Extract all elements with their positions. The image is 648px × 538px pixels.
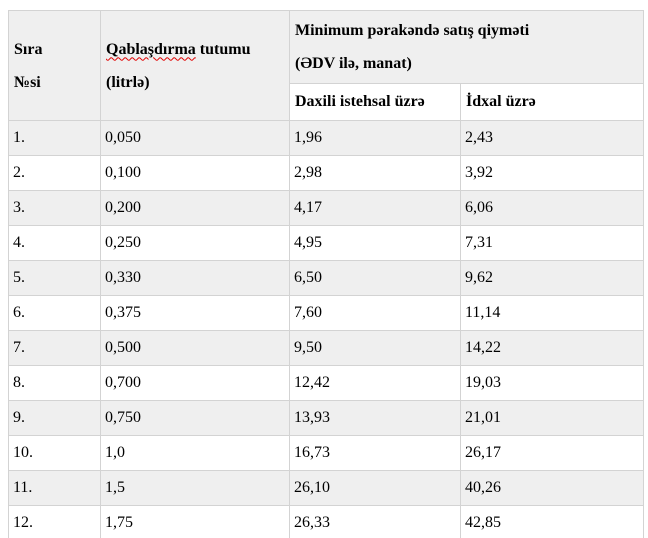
table-body bbox=[9, 121, 644, 538]
import-price-cell: 2,43 bbox=[461, 121, 644, 156]
table-row bbox=[9, 261, 644, 296]
domestic-price-cell: 9,50 bbox=[290, 331, 461, 366]
domestic-price-cell: 4,17 bbox=[290, 191, 461, 226]
row-number-cell: 2. bbox=[9, 156, 101, 191]
import-price-cell: 40,26 bbox=[461, 471, 644, 506]
col-header-import: İdxal üzrə bbox=[461, 84, 644, 121]
import-price-cell: 6,06 bbox=[461, 191, 644, 226]
import-price-cell: 19,03 bbox=[461, 366, 644, 401]
row-number-cell: 4. bbox=[9, 226, 101, 261]
domestic-price-cell: 13,93 bbox=[290, 401, 461, 436]
capacity-cell: 0,700 bbox=[101, 366, 290, 401]
domestic-price-cell: 6,50 bbox=[290, 261, 461, 296]
row-number-cell: 12. bbox=[9, 506, 101, 538]
minimum-retail-price-table bbox=[8, 10, 644, 538]
capacity-cell: 0,250 bbox=[101, 226, 290, 261]
capacity-cell: 1,0 bbox=[101, 436, 290, 471]
domestic-price-cell: 1,96 bbox=[290, 121, 461, 156]
table-row bbox=[9, 156, 644, 191]
import-price-cell: 21,01 bbox=[461, 401, 644, 436]
table-row bbox=[9, 401, 644, 436]
col-header-capacity-line1 bbox=[106, 33, 287, 66]
row-number-cell: 5. bbox=[9, 261, 101, 296]
table-row bbox=[9, 506, 644, 538]
domestic-price-cell: 16,73 bbox=[290, 436, 461, 471]
domestic-price-cell: 12,42 bbox=[290, 366, 461, 401]
table-row bbox=[9, 121, 644, 156]
capacity-cell: 0,375 bbox=[101, 296, 290, 331]
import-price-cell: 14,22 bbox=[461, 331, 644, 366]
header-row-main bbox=[9, 11, 644, 84]
row-number-cell: 7. bbox=[9, 331, 101, 366]
col-header-capacity-line1-rest: tutumu bbox=[195, 40, 251, 58]
row-number-cell: 6. bbox=[9, 296, 101, 331]
capacity-cell: 0,050 bbox=[101, 121, 290, 156]
import-price-cell: 9,62 bbox=[461, 261, 644, 296]
row-number-cell: 3. bbox=[9, 191, 101, 226]
table-row bbox=[9, 471, 644, 506]
row-number-cell: 1. bbox=[9, 121, 101, 156]
table-row bbox=[9, 366, 644, 401]
col-header-price-line1: Minimum pərakəndə satış qiyməti bbox=[295, 22, 530, 39]
table-row bbox=[9, 191, 644, 226]
import-price-cell: 3,92 bbox=[461, 156, 644, 191]
row-number-cell: 8. bbox=[9, 366, 101, 401]
domestic-price-cell: 7,60 bbox=[290, 296, 461, 331]
col-header-serial-number bbox=[9, 11, 101, 121]
col-header-capacity-line2: (litrlə) bbox=[106, 73, 150, 91]
col-header-domestic-production: Daxili istehsal üzrə bbox=[290, 84, 461, 121]
col-header-serial-line2: №si bbox=[14, 73, 41, 91]
domestic-price-cell: 4,95 bbox=[290, 226, 461, 261]
col-header-price-line2: (ƏDV ilə, manat) bbox=[295, 55, 412, 72]
capacity-cell: 0,330 bbox=[101, 261, 290, 296]
capacity-cell: 1,5 bbox=[101, 471, 290, 506]
capacity-cell: 0,500 bbox=[101, 331, 290, 366]
import-price-cell: 7,31 bbox=[461, 226, 644, 261]
table-row bbox=[9, 226, 644, 261]
domestic-price-cell: 26,33 bbox=[290, 506, 461, 538]
row-number-cell: 11. bbox=[9, 471, 101, 506]
import-price-cell: 11,14 bbox=[461, 296, 644, 331]
import-price-cell: 42,85 bbox=[461, 506, 644, 538]
row-number-cell: 10. bbox=[9, 436, 101, 471]
col-header-serial-line1: Sıra bbox=[14, 40, 43, 58]
import-price-cell: 26,17 bbox=[461, 436, 644, 471]
table-row bbox=[9, 331, 644, 366]
table-row bbox=[9, 436, 644, 471]
domestic-price-cell: 26,10 bbox=[290, 471, 461, 506]
table-row bbox=[9, 296, 644, 331]
col-header-packaging-capacity bbox=[101, 11, 290, 121]
capacity-cell: 0,100 bbox=[101, 156, 290, 191]
misspelled-word: Qablaşdırma bbox=[106, 40, 196, 58]
col-header-minimum-retail-price bbox=[290, 11, 644, 84]
row-number-cell: 9. bbox=[9, 401, 101, 436]
domestic-price-cell: 2,98 bbox=[290, 156, 461, 191]
capacity-cell: 0,200 bbox=[101, 191, 290, 226]
capacity-cell: 0,750 bbox=[101, 401, 290, 436]
capacity-cell: 1,75 bbox=[101, 506, 290, 538]
